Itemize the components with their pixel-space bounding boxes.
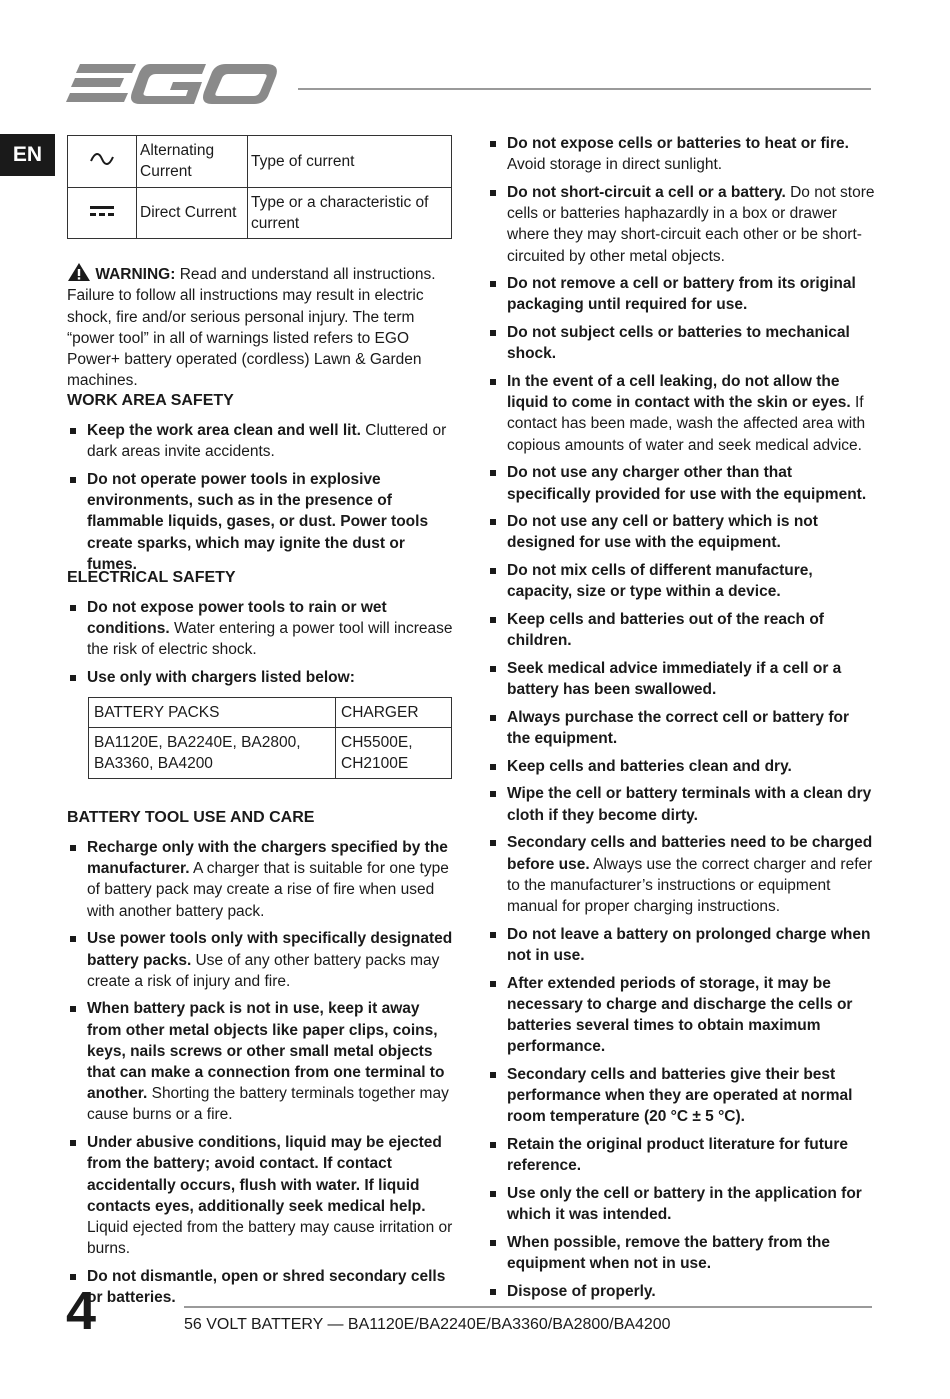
list-item: Do not operate power tools in explosive environments, such as in the presence of flammable liquids, gases, or dust. Power tools create sparks, which may ignite the dust or fumes.: [67, 469, 455, 575]
table-header: CHARGER: [336, 698, 452, 728]
list-item: Do not mix cells of different manufacture, capacity, size or type within a device.: [487, 560, 875, 602]
symbol-description: Type or a characteristic of current: [248, 187, 452, 239]
list-item: Use power tools only with specifically designated battery packs. Use of any other battery packs may create a risk of injury and fire.: [67, 928, 455, 992]
list-item: Use only with chargers listed below:: [67, 667, 459, 688]
list-item: Secondary cells and batteries give their best performance when they are operated at normal room temperature (20 °C ± 5 °C).: [487, 1064, 875, 1128]
list-item: Do not dismantle, open or shred secondary cells or batteries.: [67, 1266, 455, 1308]
list-item: Under abusive conditions, liquid may be ejected from the battery; avoid contact. If contact accidentally occurs, flush with water. If liquid contacts eyes, additionally seek medical help. Liquid ejected from the battery may cause irritation or burns.: [67, 1132, 455, 1259]
list-item: Retain the original product literature for future reference.: [487, 1134, 875, 1176]
list-item: In the event of a cell leaking, do not allow the liquid to come in contact with the skin or eyes. If contact has been made, wash the affected area with copious amounts of water and seek medical advice.: [487, 371, 875, 456]
table-header: BATTERY PACKS: [89, 698, 336, 728]
list-item: Seek medical advice immediately if a cell or a battery has been swallowed.: [487, 658, 875, 700]
electrical-list: [67, 597, 459, 695]
warning-label: WARNING:: [95, 266, 176, 283]
list-item: Recharge only with the chargers specified by the manufacturer. A charger that is suitable for one type of battery pack may create a rise of fire when used with another battery pack.: [67, 837, 455, 922]
battery-tool-list: [67, 837, 455, 1315]
table-cell: BA1120E, BA2240E, BA2800, BA3360, BA4200: [89, 728, 336, 779]
page-number: 4: [66, 1281, 97, 1341]
warning-text: Read and understand all instructions. Failure to follow all instructions may result in electric shock, fire and/or serious personal injury. The term “power tool” in all of warnings listed refers to EGO Power+ battery operated (cordless) Lawn & Garden machines.: [67, 266, 436, 390]
list-item: Secondary cells and batteries need to be charged before use. Always use the correct charger and refer to the manufacturer’s instructions or equipment manual for proper charging instructions.: [487, 832, 875, 917]
symbol-table: [67, 135, 452, 239]
list-item: Use only the cell or battery in the application for which it was intended.: [487, 1183, 875, 1225]
work-area-list: [67, 420, 455, 581]
table-row: [89, 728, 452, 779]
ego-logo: [66, 64, 278, 110]
warning-triangle-icon: [67, 262, 91, 282]
list-item: Do not short-circuit a cell or a battery. Do not store cells or batteries haphazardly in a box or drawer where they may short-circuit each other or be short-circuited by other metal objects.: [487, 182, 875, 267]
list-item: Keep cells and batteries out of the reach of children.: [487, 609, 875, 651]
list-item: Keep the work area clean and well lit. Cluttered or dark areas invite accidents.: [67, 420, 455, 462]
list-item: Do not remove a cell or battery from its original packaging until required for use.: [487, 273, 875, 315]
footer-text: 56 VOLT BATTERY — BA1120E/BA2240E/BA3360/BA2800/BA4200: [184, 1316, 671, 1333]
list-item: Do not expose power tools to rain or wet conditions. Water entering a power tool will increase the risk of electric shock.: [67, 597, 459, 661]
section-heading-battery-tool: BATTERY TOOL USE AND CARE: [67, 809, 315, 826]
header-rule: [298, 88, 871, 90]
symbol-description: Type of current: [248, 136, 452, 188]
warning-paragraph: [67, 262, 457, 392]
list-item: Dispose of properly.: [487, 1281, 875, 1302]
direct-current-icon: [89, 205, 115, 217]
section-heading-electrical: ELECTRICAL SAFETY: [67, 569, 236, 586]
table-row: [68, 136, 452, 188]
table-header-row: [89, 698, 452, 728]
list-item: Wipe the cell or battery terminals with a clean dry cloth if they become dirty.: [487, 783, 875, 825]
footer-rule: [184, 1306, 872, 1308]
list-item: When possible, remove the battery from the equipment when not in use.: [487, 1232, 875, 1274]
symbol-name: Direct Current: [137, 187, 248, 239]
table-cell: CH5500E, CH2100E: [336, 728, 452, 779]
list-item: Do not expose cells or batteries to heat or fire. Avoid storage in direct sunlight.: [487, 133, 875, 175]
table-row: [68, 187, 452, 239]
list-item: After extended periods of storage, it may be necessary to charge and discharge the cells or batteries several times to obtain maximum performance.: [487, 973, 875, 1058]
list-item: Do not subject cells or batteries to mechanical shock.: [487, 322, 875, 364]
symbol-name: Alternating Current: [137, 136, 248, 188]
language-tab: EN: [0, 134, 55, 176]
list-item: When battery pack is not in use, keep it away from other metal objects like paper clips, coins, keys, nails screws or other small metal objects that can make a connection from one terminal to another. Shorting the battery terminals together may cause burns or a fire.: [67, 998, 455, 1125]
charger-table: [88, 697, 452, 779]
list-item: Keep cells and batteries clean and dry.: [487, 756, 875, 777]
battery-safety-list: [487, 133, 875, 1308]
list-item: Always purchase the correct cell or battery for the equipment.: [487, 707, 875, 749]
section-heading-work-area: WORK AREA SAFETY: [67, 392, 234, 409]
list-item: Do not use any charger other than that specifically provided for use with the equipment.: [487, 462, 875, 504]
list-item: Do not use any cell or battery which is not designed for use with the equipment.: [487, 511, 875, 553]
list-item: Do not leave a battery on prolonged charge when not in use.: [487, 924, 875, 966]
alternating-current-icon: [89, 152, 115, 166]
